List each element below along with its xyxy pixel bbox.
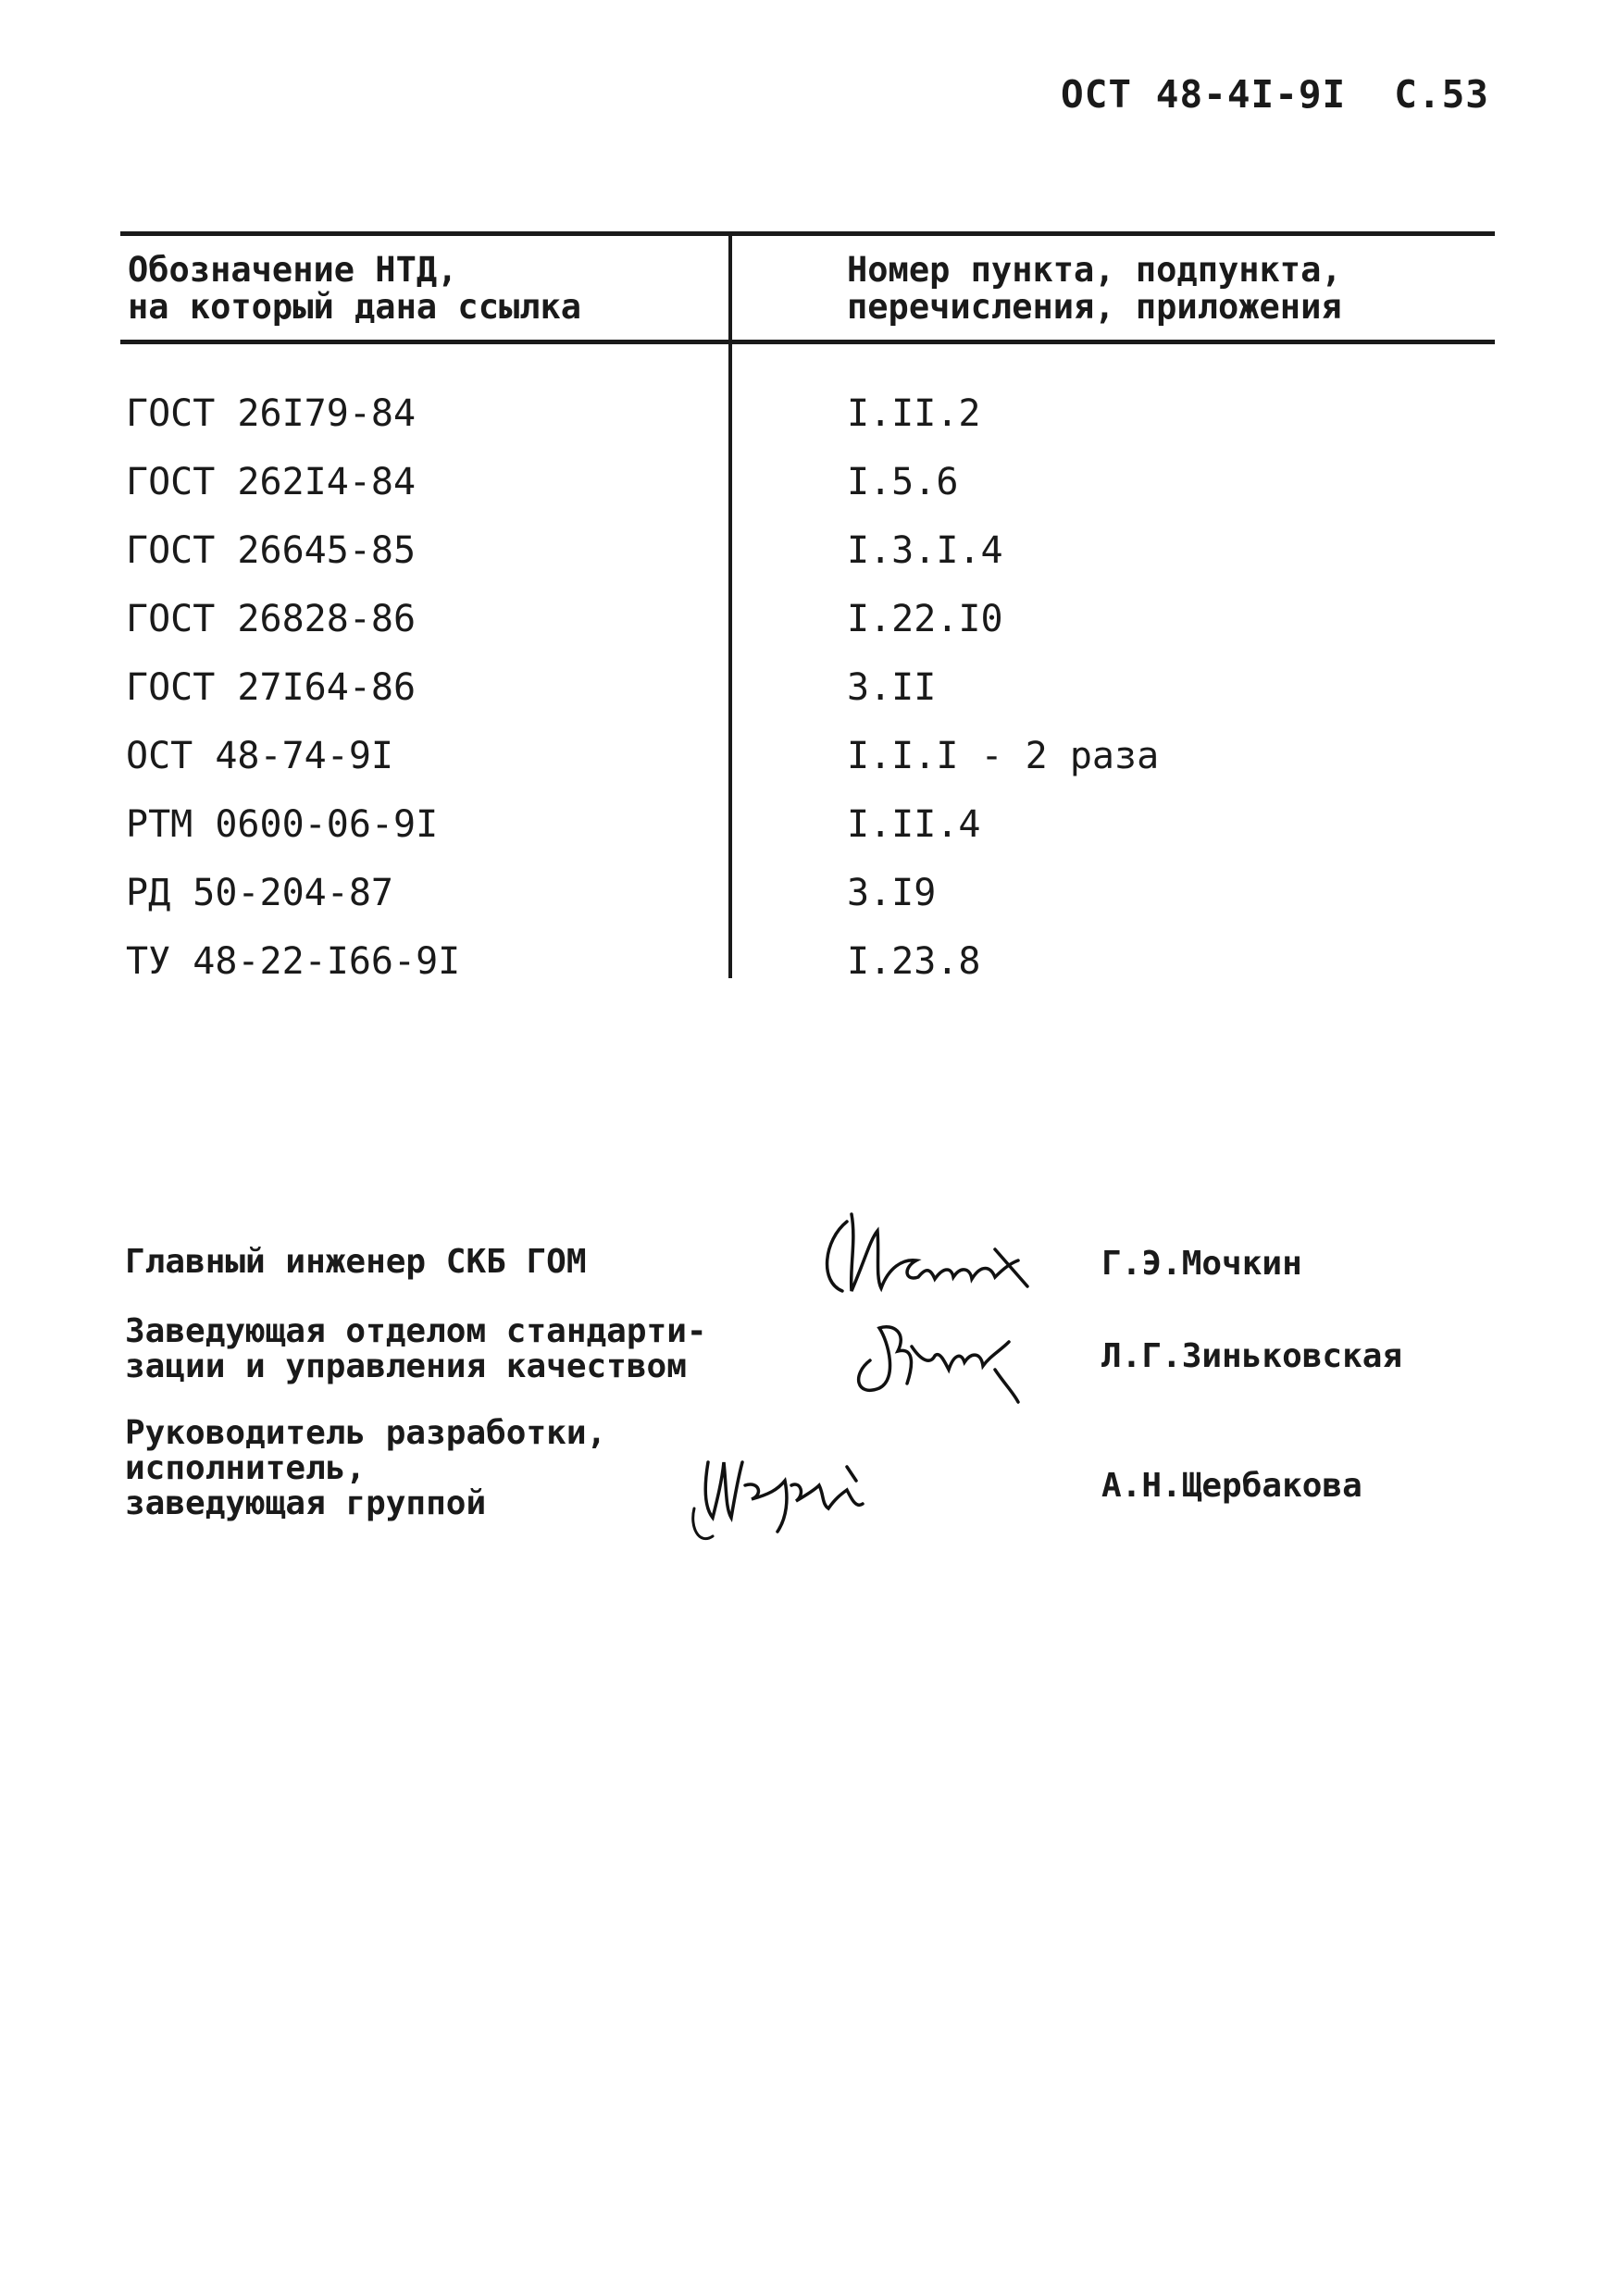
- handwritten-signature-2: [842, 1305, 1064, 1407]
- clause-number: 3.II: [847, 666, 937, 709]
- column-header-clause: Номер пункта, подпункта, перечисления, приложения: [847, 250, 1342, 327]
- clause-number: 3.I9: [847, 872, 937, 914]
- clause-number: I.II.2: [847, 392, 981, 435]
- signatory-name: Г.Э.Мочкин: [1101, 1245, 1302, 1283]
- document-designation: ОСТ 48-74-9I: [126, 735, 393, 777]
- table-body: [120, 379, 1495, 996]
- clause-number: I.I.I - 2 раза: [847, 735, 1160, 777]
- document-designation: ГОСТ 27I64-86: [126, 666, 417, 709]
- table-row: [120, 927, 1495, 996]
- signatory-title-chief-engineer: Главный инженер СКБ ГОМ: [125, 1243, 587, 1281]
- clause-number: I.II.4: [847, 803, 981, 846]
- table-header-rule: [120, 340, 1495, 344]
- table-row: [120, 585, 1495, 653]
- clause-number: I.3.I.4: [847, 529, 1003, 572]
- table-row: [120, 448, 1495, 516]
- document-designation: ГОСТ 26828-86: [126, 598, 417, 640]
- table-top-rule: [120, 231, 1495, 236]
- table-row: [120, 790, 1495, 859]
- handwritten-signature-3: [685, 1444, 935, 1573]
- document-code: ОСТ 48-4I-9I: [1061, 72, 1347, 117]
- table-row: [120, 722, 1495, 790]
- table-row: [120, 379, 1495, 448]
- document-designation: ГОСТ 26I79-84: [126, 392, 417, 435]
- clause-number: I.22.I0: [847, 598, 1003, 640]
- document-designation: РД 50-204-87: [126, 872, 393, 914]
- signatory-title-standards-head: Заведующая отделом стандарти- зации и управления качеством: [125, 1312, 707, 1385]
- table-row: [120, 859, 1495, 927]
- signatory-title-lead-developer: Руководитель разработки, исполнитель, заведующая группой: [125, 1414, 607, 1522]
- column-header-document: Обозначение НТД, на который дана ссылка: [128, 250, 582, 327]
- page-header: [1061, 72, 1489, 117]
- clause-number: I.23.8: [847, 940, 981, 983]
- document-designation: ГОСТ 262I4-84: [126, 461, 417, 503]
- handwritten-signature-1: [815, 1203, 1046, 1305]
- document-designation: ТУ 48-22-I66-9I: [126, 940, 461, 983]
- page-number: С.53: [1394, 72, 1489, 117]
- document-designation: ГОСТ 26645-85: [126, 529, 417, 572]
- clause-number: I.5.6: [847, 461, 959, 503]
- table-row: [120, 653, 1495, 722]
- signatory-name: Л.Г.Зиньковская: [1101, 1337, 1403, 1375]
- table-row: [120, 516, 1495, 585]
- document-designation: РТМ 0600-06-9I: [126, 803, 439, 846]
- signatory-name: А.Н.Щербакова: [1101, 1467, 1362, 1505]
